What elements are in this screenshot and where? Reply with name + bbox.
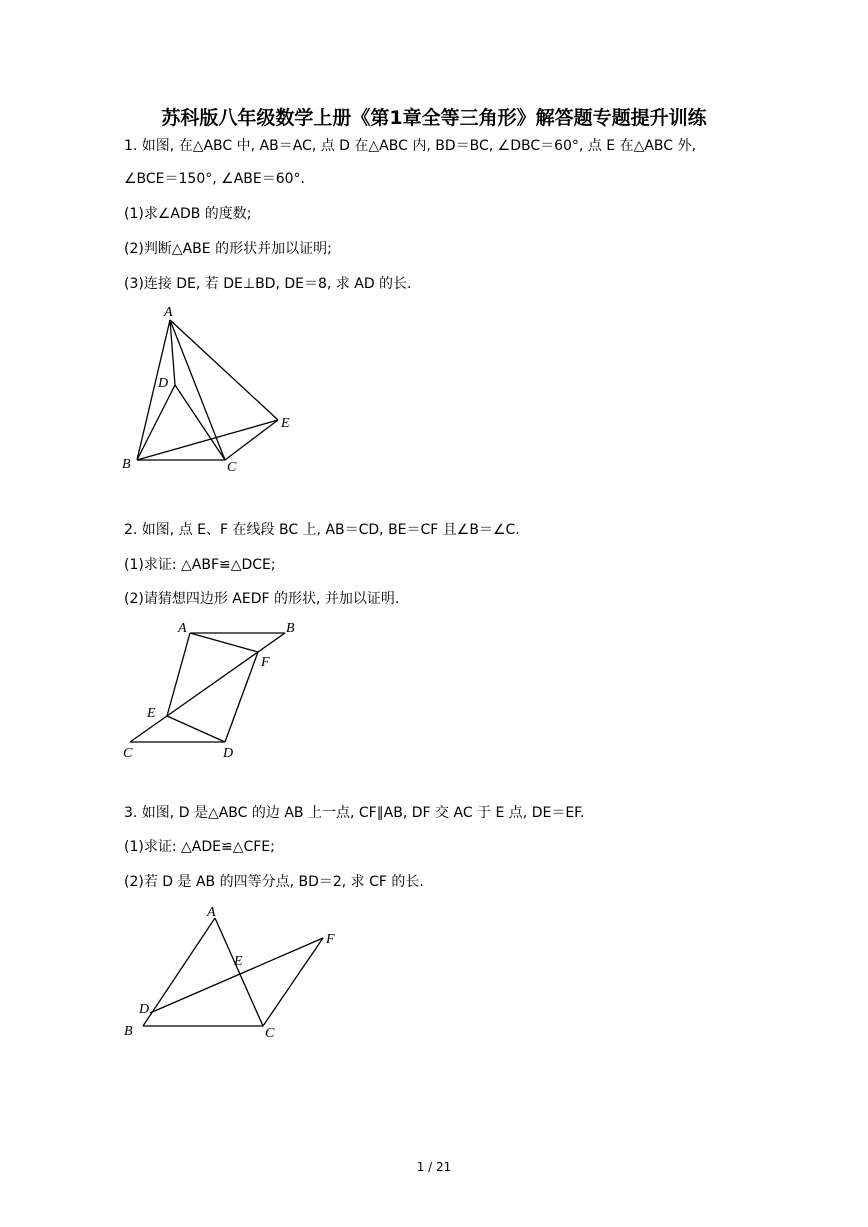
- label-e: E: [234, 954, 243, 969]
- problem-2-question-2: (2)请猜想四边形 AEDF 的形状, 并加以证明.: [124, 591, 400, 607]
- segment-ce: [225, 420, 278, 460]
- problem-1-statement-line-2: ∠BCE＝150°, ∠ABE＝60°.: [124, 171, 305, 187]
- label-c: C: [265, 1026, 275, 1041]
- label-c: C: [227, 460, 237, 475]
- segment-be: [137, 420, 278, 460]
- segment-ab: [143, 918, 215, 1026]
- segment-ac: [215, 918, 263, 1026]
- problem-2-statement: 2. 如图, 点 E、F 在线段 BC 上, AB＝CD, BE＝CF 且∠B＝∠C.: [124, 522, 520, 538]
- segment-bd: [137, 385, 175, 460]
- segment-ae: [167, 633, 190, 716]
- problem-2-question-1: (1)求证: △ABF≌△DCE;: [124, 557, 276, 573]
- page-number: 1 / 21: [416, 1160, 452, 1174]
- problem-3-question-1: (1)求证: △ADE≌△CFE;: [124, 839, 275, 855]
- label-c: C: [123, 746, 133, 761]
- problem-1-statement-line-1: 1. 如图, 在△ABC 中, AB＝AC, 点 D 在△ABC 内, BD＝BC, ∠DBC＝60°, 点 E 在△ABC 外,: [124, 138, 696, 154]
- label-b: B: [122, 457, 131, 472]
- label-f: F: [261, 655, 270, 670]
- label-b: B: [124, 1024, 133, 1039]
- label-a: A: [207, 905, 216, 920]
- problem-1-question-3: (3)连接 DE, 若 DE⊥BD, DE＝8, 求 AD 的长.: [124, 276, 412, 292]
- label-a: A: [178, 621, 187, 636]
- label-b: B: [286, 621, 295, 636]
- label-d: D: [158, 376, 169, 391]
- label-a: A: [164, 305, 173, 320]
- problem-3-statement: 3. 如图, D 是△ABC 的边 AB 上一点, CF∥AB, DF 交 AC 于 E 点, DE＝EF.: [124, 805, 585, 821]
- figure-2: [130, 633, 285, 742]
- segment-de: [167, 716, 225, 742]
- segment-ae: [170, 320, 278, 420]
- label-e: E: [147, 706, 156, 721]
- label-d: D: [139, 1002, 150, 1017]
- problem-1-question-2: (2)判断△ABE 的形状并加以证明;: [124, 241, 332, 257]
- figure-3: [143, 918, 323, 1026]
- segment-cb: [130, 633, 285, 742]
- segment-df: [225, 652, 258, 742]
- label-d: D: [223, 746, 234, 761]
- label-f: F: [326, 932, 335, 947]
- problem-3-question-2: (2)若 D 是 AB 的四等分点, BD＝2, 求 CF 的长.: [124, 874, 424, 890]
- problem-1-question-1: (1)求∠ADB 的度数;: [124, 206, 252, 222]
- label-e: E: [281, 416, 290, 431]
- document-title: 苏科版八年级数学上册《第1章全等三角形》解答题专题提升训练: [161, 107, 707, 129]
- segment-af: [190, 633, 258, 652]
